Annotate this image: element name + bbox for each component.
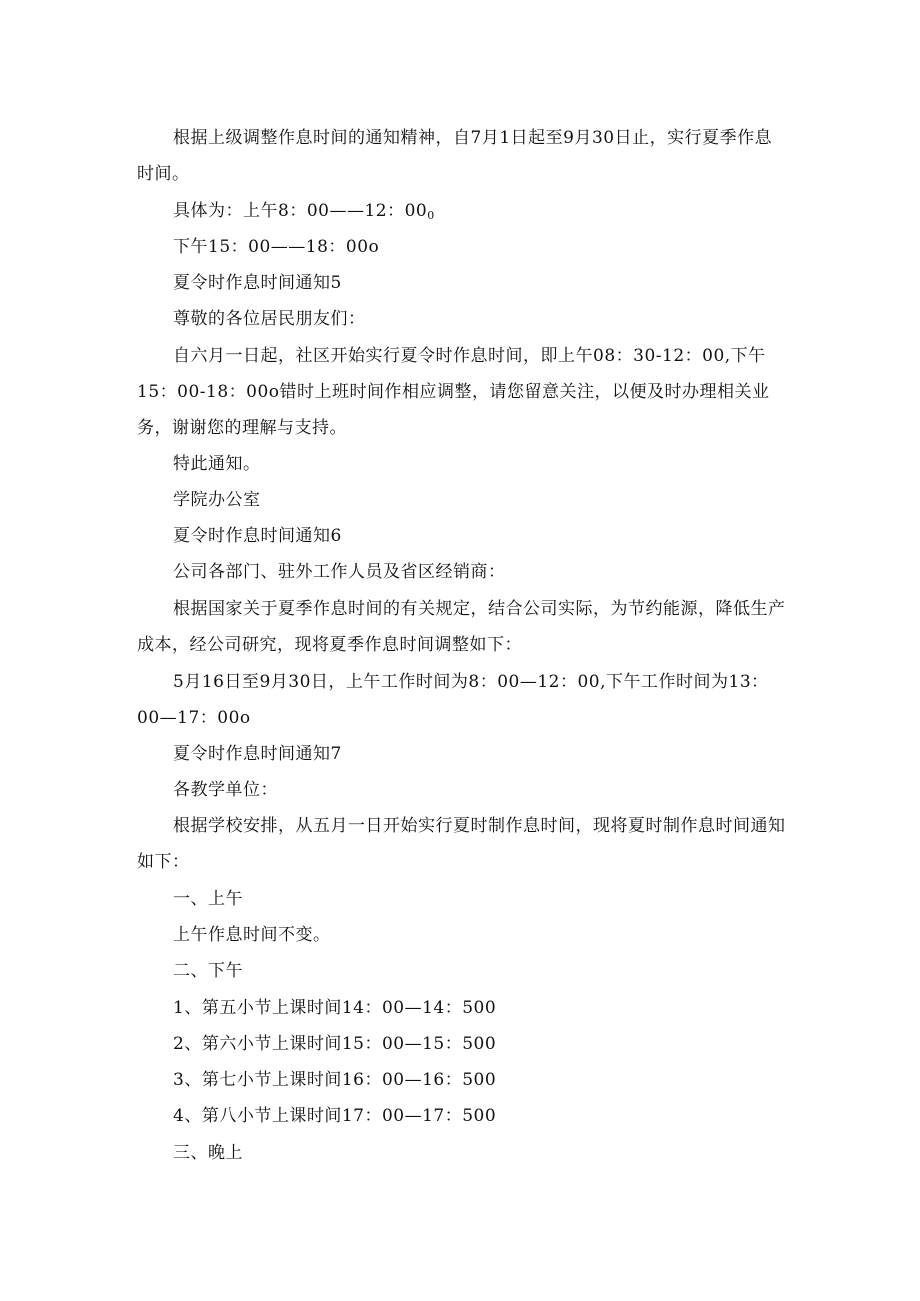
paragraph-salutation-company: 公司各部门、驻外工作人员及省区经销商：: [173, 562, 506, 582]
heading-notice-6: 夏令时作息时间通知6: [173, 526, 342, 546]
paragraph-company-rules: 根据国家关于夏季作息时间的有关规定，结合公司实际，为节约能源，降低生产成本，经公司研究，现将夏季作息时间调整如下：: [137, 599, 786, 655]
list-item-class-7: 3、第七小节上课时间16：00—16：500: [173, 1070, 497, 1090]
schedule-am-text: 具体为：上午8：00——12：00: [173, 201, 428, 221]
subscript-zero: 0: [427, 209, 435, 222]
heading-notice-5: 夏令时作息时间通知5: [173, 273, 342, 293]
section-evening: 三、晚上: [173, 1143, 243, 1163]
list-item-class-6: 2、第六小节上课时间15：00—15：500: [173, 1034, 497, 1054]
paragraph-1: 根据上级调整作息时间的通知精神，自7月1日起至9月30日止，实行夏季作息时间。: [137, 128, 773, 184]
paragraph-salutation-teaching: 各教学单位：: [173, 780, 278, 800]
paragraph-morning-unchanged: 上午作息时间不变。: [173, 925, 331, 945]
paragraph-salutation-residents: 尊敬的各位居民朋友们：: [173, 309, 366, 329]
paragraph-special-notice: 特此通知。: [173, 454, 261, 474]
heading-notice-7: 夏令时作息时间通知7: [173, 744, 342, 764]
section-afternoon: 二、下午: [173, 961, 243, 981]
list-item-class-5: 1、第五小节上课时间14：00—14：500: [173, 998, 497, 1018]
paragraph-company-schedule: 5月16日至9月30日，上午工作时间为8：00—12：00,下午工作时间为13：00—17：00o: [137, 672, 769, 728]
paragraph-2: [137, 193, 787, 234]
list-item-class-8: 4、第八小节上课时间17：00—17：500: [173, 1106, 497, 1126]
section-morning: 一、上午: [173, 889, 243, 909]
paragraph-3: 下午15：00——18：00o: [173, 237, 380, 257]
paragraph-college-office: 学院办公室: [173, 490, 261, 510]
paragraph-school-arrangement: 根据学校安排，从五月一日开始实行夏时制作息时间，现将夏时制作息时间通知如下：: [137, 816, 786, 872]
paragraph-community-notice: 自六月一日起，社区开始实行夏令时作息时间，即上午08：30-12：00,下午15：00-18：00o错时上班时间作相应调整，请您留意关注，以便及时办理相关业务，谢谢您的理解与支持。: [137, 346, 770, 438]
